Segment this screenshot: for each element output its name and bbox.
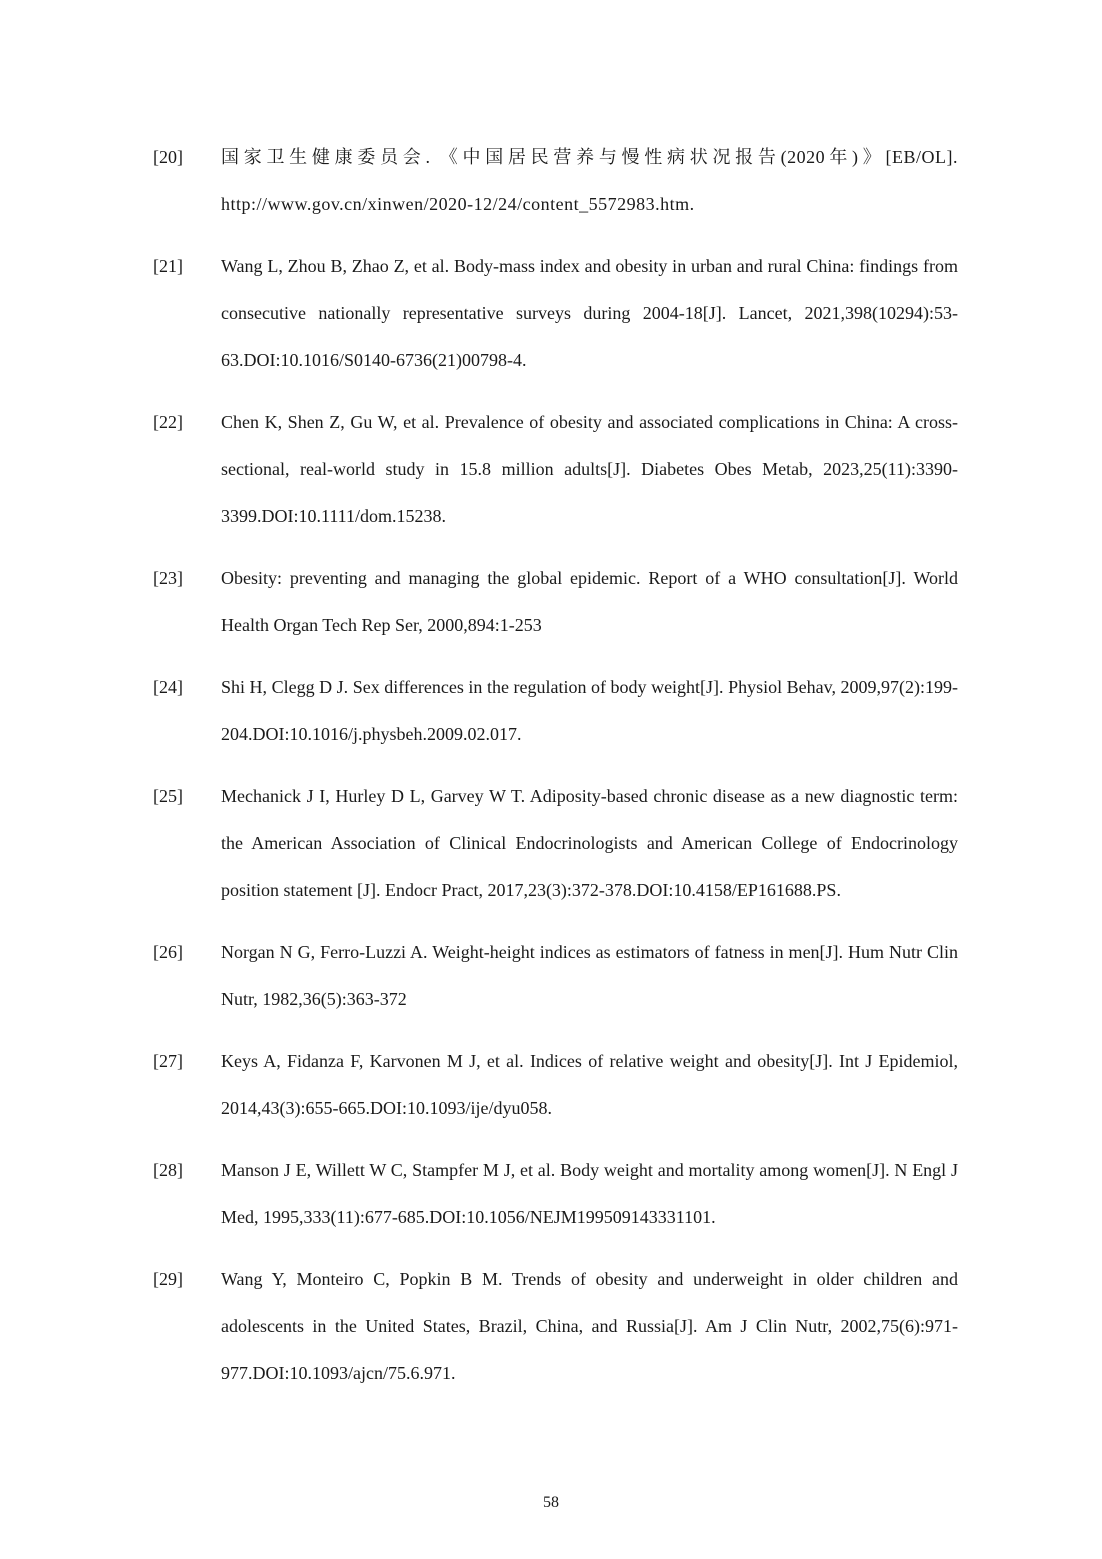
reference-text: Keys A, Fidanza F, Karvonen M J, et al. Indices of relative weight and obesity[J]. Int J Epidemiol, 2014,43(3):655-665.DOI:10.1093/ije/dyu058.: [221, 1051, 958, 1118]
reference-item: [153, 664, 958, 758]
reference-number: [21]: [153, 256, 183, 276]
reference-item: [153, 555, 958, 649]
reference-item: [153, 399, 958, 540]
reference-list: [153, 134, 958, 1412]
reference-text: Norgan N G, Ferro-Luzzi A. Weight-height indices as estimators of fatness in men[J]. Hum Nutr Clin Nutr, 1982,36(5):363-372: [221, 942, 958, 1009]
reference-text: Shi H, Clegg D J. Sex differences in the regulation of body weight[J]. Physiol Behav, 2009,97(2):199-204.DOI:10.1016/j.physbeh.2009.02.017.: [221, 677, 958, 744]
reference-item: [153, 929, 958, 1023]
reference-text: 国家卫生健康委员会. 《中国居民营养与慢性病状况报告(2020年)》[EB/OL]. http://www.gov.cn/xinwen/2020-12/24/content_5572983.htm.: [221, 147, 958, 214]
reference-number: [22]: [153, 412, 183, 432]
page-number: 58: [543, 1494, 559, 1511]
reference-number: [29]: [153, 1269, 183, 1289]
reference-item: [153, 243, 958, 384]
reference-text: Wang Y, Monteiro C, Popkin B M. Trends of obesity and underweight in older children and adolescents in the United States, Brazil, China, and Russia[J]. Am J Clin Nutr, 2002,75(6):971-977.DOI:10.1093/ajcn/75.6.971.: [221, 1269, 958, 1383]
reference-number: [25]: [153, 786, 183, 806]
reference-number: [28]: [153, 1160, 183, 1180]
reference-number: [26]: [153, 942, 183, 962]
reference-text: Manson J E, Willett W C, Stampfer M J, et al. Body weight and mortality among women[J]. N Engl J Med, 1995,333(11):677-685.DOI:10.1056/NEJM199509143331101.: [221, 1160, 958, 1227]
reference-number: [23]: [153, 568, 183, 588]
reference-text: Wang L, Zhou B, Zhao Z, et al. Body-mass index and obesity in urban and rural China: findings from consecutive nationally representative surveys during 2004-18[J]. Lancet, 2021,398(10294):53-63.DOI:10.1016/S0140-6736(21)00798-4.: [221, 256, 958, 370]
reference-item: [153, 773, 958, 914]
reference-item: [153, 1038, 958, 1132]
reference-number: [24]: [153, 677, 183, 697]
reference-text: Chen K, Shen Z, Gu W, et al. Prevalence of obesity and associated complications in China: A cross-sectional, real-world study in 15.8 million adults[J]. Diabetes Obes Metab, 2023,25(11):3390-3399.DOI:10.1111/dom.15238.: [221, 412, 958, 526]
reference-item: [153, 134, 958, 228]
reference-text: Mechanick J I, Hurley D L, Garvey W T. Adiposity-based chronic disease as a new diagnostic term: the American Association of Clinical Endocrinologists and American College of Endocrinology position statement [J]. Endocr Pract, 2017,23(3):372-378.DOI:10.4158/EP161688.PS.: [221, 786, 958, 900]
reference-number: [20]: [153, 147, 183, 167]
reference-item: [153, 1256, 958, 1397]
reference-number: [27]: [153, 1051, 183, 1071]
reference-text: Obesity: preventing and managing the global epidemic. Report of a WHO consultation[J]. World Health Organ Tech Rep Ser, 2000,894:1-253: [221, 568, 958, 635]
reference-item: [153, 1147, 958, 1241]
